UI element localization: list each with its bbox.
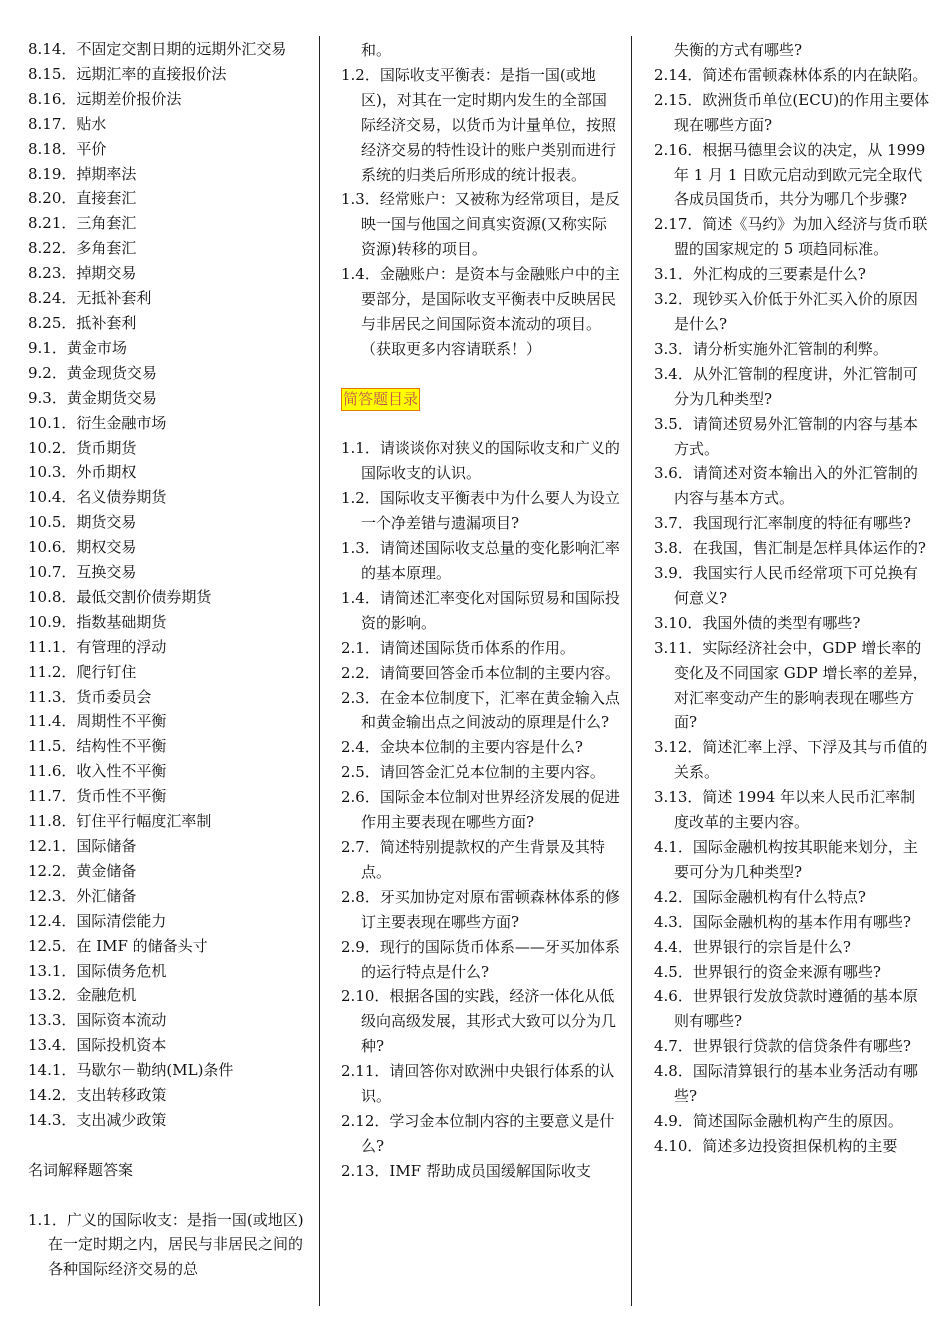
question-item: 3.11．实际经济社会中，GDP 增长率的变化及不同国家 GDP 增长率的差异，对汇率变动产生的影响表现在哪些方面? <box>654 638 928 732</box>
term-item: 12.5．在 IMF 的储备头寸 <box>28 936 208 955</box>
question-item: 3.1．外汇构成的三要素是什么? <box>654 265 866 284</box>
term-item: 12.4．国际清偿能力 <box>28 911 167 930</box>
answer-item: 1.1．广义的国际收支：是指一国(或地区)在一定时期之内，居民与非居民之间的各种国际经济交易的总 <box>28 1210 304 1279</box>
question-item: 4.9．简述国际金融机构产生的原因。 <box>654 1111 903 1130</box>
question-item: 4.3．国际金融机构的基本作用有哪些? <box>654 912 911 931</box>
question-item: 2.4．金块本位制的主要内容是什么? <box>341 738 583 757</box>
term-item: 8.14．不固定交割日期的远期外汇交易 <box>28 40 287 58</box>
question-item: 3.13．简述 1994 年以来人民币汇率制度改革的主要内容。 <box>654 788 916 832</box>
column-divider <box>631 36 632 1306</box>
answer-item: 1.2．国际收支平衡表：是指一国(或地区)，对其在一定时期内发生的全部国际经济交易，以货币为计量单位，按照经济交易的特性设计的账户类别而进行系统的归类后所形成的统计报表。 <box>341 65 617 184</box>
term-item: 11.1．有管理的浮动 <box>28 637 167 656</box>
section-heading-highlight: 简答题目录 <box>341 388 420 411</box>
column-right <box>654 38 930 1159</box>
question-item: 4.10．简述多边投资担保机构的主要 <box>654 1136 898 1155</box>
question-item: 1.4．请简述汇率变化对国际贸易和国际投资的影响。 <box>341 588 620 632</box>
column-middle <box>341 38 621 1184</box>
term-item: 10.5．期货交易 <box>28 513 137 532</box>
question-item: 2.6．国际金本位制对世界经济发展的促进作用主要表现在哪些方面? <box>341 788 620 832</box>
question-item: 3.8．在我国，售汇制是怎样具体运作的? <box>654 539 926 558</box>
term-item: 9.1．黄金市场 <box>28 338 127 357</box>
term-item: 11.7．货币性不平衡 <box>28 787 167 806</box>
term-item: 8.19．掉期率法 <box>28 164 137 183</box>
term-item: 14.1．马歇尔－勒纳(ML)条件 <box>28 1061 234 1080</box>
question-item: 3.10．我国外债的类型有哪些? <box>654 613 861 632</box>
question-item: 3.7．我国现行汇率制度的特征有哪些? <box>654 514 911 533</box>
term-item: 8.18．平价 <box>28 139 107 158</box>
answer-item: 1.3．经常账户：又被称为经常项目，是反映一国与他国之间真实资源(又称实际资源)转移的项目。 <box>341 190 620 259</box>
term-item: 9.3．黄金期货交易 <box>28 388 157 407</box>
question-item: 2.16．根据马德里会议的决定，从 1999 年 1 月 1 日欧元启动到欧元完全取代各成员国货币，共分为哪几个步骤? <box>654 140 926 209</box>
question-item: 3.6．请简述对资本输出入的外汇管制的内容与基本方式。 <box>654 464 918 508</box>
term-item: 11.5．结构性不平衡 <box>28 737 167 756</box>
question-item: 2.14．简述布雷顿森林体系的内在缺陷。 <box>654 65 928 84</box>
section-heading: 名词解释题答案 <box>28 1160 134 1179</box>
term-item: 14.3．支出减少政策 <box>28 1110 167 1129</box>
question-item: 3.2．现钞买入价低于外汇买入价的原因是什么? <box>654 290 918 333</box>
question-item: 2.11．请回答你对欧洲中央银行体系的认识。 <box>341 1062 615 1106</box>
question-item: 3.3．请分析实施外汇管制的利弊。 <box>654 339 888 358</box>
question-item: 2.8．牙买加协定对原布雷顿森林体系的修订主要表现在哪些方面? <box>341 887 620 931</box>
column-divider <box>319 36 320 1306</box>
term-item: 10.2．货币期货 <box>28 438 137 457</box>
term-item: 8.16．远期差价报价法 <box>28 89 182 108</box>
term-item: 10.4．名义债券期货 <box>28 488 167 507</box>
question-item: 4.6．世界银行发放贷款时遵循的基本原则有哪些? <box>654 987 918 1031</box>
question-item: 2.1．请简述国际货币体系的作用。 <box>341 638 575 657</box>
term-item: 13.4．国际投机资本 <box>28 1036 167 1055</box>
question-item: 2.9．现行的国际货币体系——牙买加体系的运行特点是什么? <box>341 937 620 981</box>
term-item: 10.3．外币期权 <box>28 463 137 482</box>
term-item: 11.8．钉住平行幅度汇率制 <box>28 812 212 831</box>
term-item: 8.15．远期汇率的直接报价法 <box>28 64 227 83</box>
term-item: 13.1．国际债务危机 <box>28 961 167 980</box>
term-item: 11.2．爬行钉住 <box>28 662 137 681</box>
term-item: 10.6．期权交易 <box>28 538 137 557</box>
term-item: 9.2．黄金现货交易 <box>28 363 157 382</box>
column-left <box>28 37 310 1282</box>
question-item: 3.9．我国实行人民币经常项下可兑换有何意义? <box>654 564 918 607</box>
term-item: 13.2．金融危机 <box>28 986 137 1005</box>
term-item: 8.25．抵补套利 <box>28 313 137 332</box>
term-item: 8.22．多角套汇 <box>28 239 137 258</box>
question-item: 2.2．请简要回答金币本位制的主要内容。 <box>341 663 620 682</box>
question-item: 2.3．在金本位制度下，汇率在黄金输入点和黄金输出点之间波动的原理是什么? <box>341 688 620 732</box>
question-item: 3.5．请简述贸易外汇管制的内容与基本方式。 <box>654 414 918 458</box>
question-item: 4.1．国际金融机构按其职能来划分，主要可分为几种类型? <box>654 838 918 881</box>
term-item: 10.9．指数基础期货 <box>28 612 167 631</box>
term-item: 10.1．衍生金融市场 <box>28 413 167 432</box>
question-item: 2.10．根据各国的实践，经济一体化从低级向高级发展，其形式大致可以分为几种? <box>341 987 617 1056</box>
question-item: 2.13．IMF 帮助成员国缓解国际收支 <box>341 1161 591 1180</box>
question-item: 2.17．简述《马约》为加入经济与货币联盟的国家规定的 5 项趋同标准。 <box>654 215 928 259</box>
question-item: 3.4．从外汇管制的程度讲，外汇管制可分为几种类型? <box>654 364 918 408</box>
answer-continuation: 和。 <box>361 41 392 59</box>
term-item: 8.17．贴水 <box>28 114 107 133</box>
question-item: 1.2．国际收支平衡表中为什么要人为设立一个净差错与遗漏项目? <box>341 489 620 533</box>
question-item: 2.7．简述特别提款权的产生背景及其特点。 <box>341 837 605 881</box>
question-item: 2.5．请回答金汇兑本位制的主要内容。 <box>341 763 605 782</box>
term-item: 12.2．黄金储备 <box>28 861 137 880</box>
question-continuation: 失衡的方式有哪些? <box>674 41 803 59</box>
answer-item: 1.4．金融账户：是资本与金融账户中的主要部分，是国际收支平衡表中反映居民与非居民之间国际资本流动的项目。（获取更多内容请联系！） <box>341 265 620 358</box>
question-item: 4.7．世界银行贷款的信贷条件有哪些? <box>654 1037 911 1056</box>
question-item: 2.15．欧洲货币单位(ECU)的作用主要体现在哪些方面? <box>654 90 930 134</box>
term-item: 12.1．国际储备 <box>28 837 137 855</box>
question-item: 1.3．请简述国际收支总量的变化影响汇率的基本原理。 <box>341 539 620 582</box>
term-item: 14.2．支出转移政策 <box>28 1086 167 1105</box>
term-item: 13.3．国际资本流动 <box>28 1011 167 1030</box>
term-item: 10.7．互换交易 <box>28 563 137 582</box>
term-item: 8.20．直接套汇 <box>28 189 137 208</box>
question-item: 4.8．国际清算银行的基本业务活动有哪些? <box>654 1062 918 1106</box>
term-item: 11.6．收入性不平衡 <box>28 762 167 781</box>
question-item: 3.12．简述汇率上浮、下浮及其与币值的关系。 <box>654 738 928 782</box>
term-item: 10.8．最低交割价债券期货 <box>28 587 212 606</box>
question-item: 4.2．国际金融机构有什么特点? <box>654 887 866 906</box>
question-item: 2.12．学习金本位制内容的主要意义是什么? <box>341 1111 615 1155</box>
term-item: 8.21．三角套汇 <box>28 214 137 233</box>
term-item: 12.3．外汇储备 <box>28 886 137 905</box>
term-item: 8.23．掉期交易 <box>28 264 137 283</box>
term-item: 11.3．货币委员会 <box>28 687 152 706</box>
term-item: 8.24．无抵补套利 <box>28 289 152 308</box>
question-item: 1.1．请谈谈你对狭义的国际收支和广义的国际收支的认识。 <box>341 439 620 483</box>
question-item: 4.4．世界银行的宗旨是什么? <box>654 937 851 956</box>
question-item: 4.5．世界银行的资金来源有哪些? <box>654 962 881 981</box>
term-item: 11.4．周期性不平衡 <box>28 712 167 731</box>
